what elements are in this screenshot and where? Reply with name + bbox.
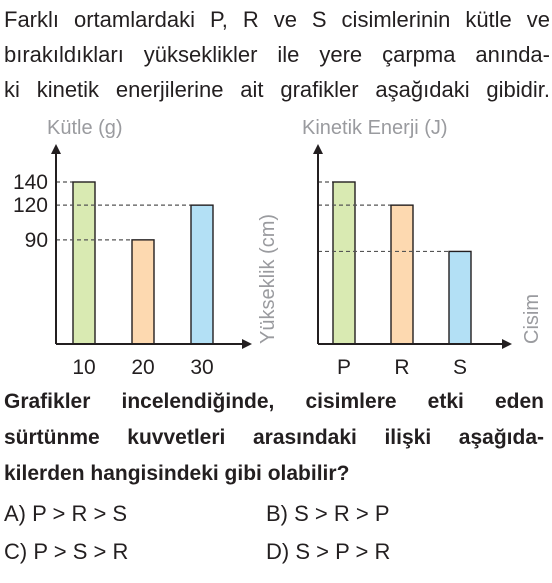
- y-axis-label: Kütle (g): [47, 117, 123, 139]
- question-text: [4, 384, 544, 492]
- x-axis-arrow: [242, 339, 252, 349]
- x-tick-label: S: [452, 356, 468, 379]
- option-b[interactable]: [266, 501, 390, 527]
- chart-2: [302, 117, 543, 379]
- x-axis-label: Yükseklik (cm): [257, 213, 279, 344]
- x-axis-arrow: [502, 339, 512, 349]
- intro-line: bırakıldıkları yükseklikler ile yere çarpma anında-: [4, 42, 550, 67]
- option-letter: A): [4, 501, 26, 526]
- option-letter: B): [266, 501, 288, 526]
- y-axis-arrow: [313, 144, 323, 154]
- bar: [132, 240, 154, 344]
- y-axis-arrow: [51, 144, 61, 154]
- chart-1: [13, 117, 279, 379]
- question-line: kilerden hangisindeki gibi olabilir?: [4, 462, 350, 485]
- option-letter: D): [266, 539, 290, 564]
- y-axis-label: Kinetik Enerji (J): [302, 117, 448, 139]
- x-axis-label: Cisim: [521, 294, 543, 344]
- option-a[interactable]: [4, 501, 127, 527]
- option-text: S > P > R: [295, 539, 391, 564]
- bar: [333, 182, 355, 344]
- intro-line: ki kinetik enerjilerine ait grafikler aşağıdaki gibidir.: [4, 77, 550, 102]
- y-tick-label: 140: [12, 171, 48, 194]
- option-c[interactable]: [4, 539, 128, 565]
- bar: [73, 182, 95, 344]
- option-text: S > R > P: [294, 501, 390, 526]
- question-line: Grafikler incelendiğinde, cisimlere etki eden: [4, 390, 544, 413]
- option-letter: C): [4, 539, 28, 564]
- intro-paragraph: [4, 2, 550, 107]
- option-text: P > R > S: [32, 501, 128, 526]
- option-text: P > S > R: [33, 539, 129, 564]
- x-tick-label: 20: [131, 356, 155, 379]
- bar: [391, 205, 413, 344]
- charts-area: [0, 112, 552, 382]
- option-d[interactable]: [266, 539, 390, 565]
- x-tick-label: P: [336, 356, 352, 379]
- intro-line: Farklı ortamlardaki P, R ve S cisimlerinin kütle ve: [4, 7, 550, 32]
- question-line: sürtünme kuvvetleri arasındaki ilişki aşağıda-: [4, 426, 544, 449]
- y-tick-label: 120: [12, 194, 48, 218]
- bar: [191, 205, 213, 344]
- x-tick-label: 30: [190, 356, 214, 379]
- x-tick-label: R: [394, 356, 410, 379]
- y-tick-label: 90: [24, 228, 48, 252]
- x-tick-label: 10: [72, 356, 96, 379]
- bar: [449, 251, 471, 344]
